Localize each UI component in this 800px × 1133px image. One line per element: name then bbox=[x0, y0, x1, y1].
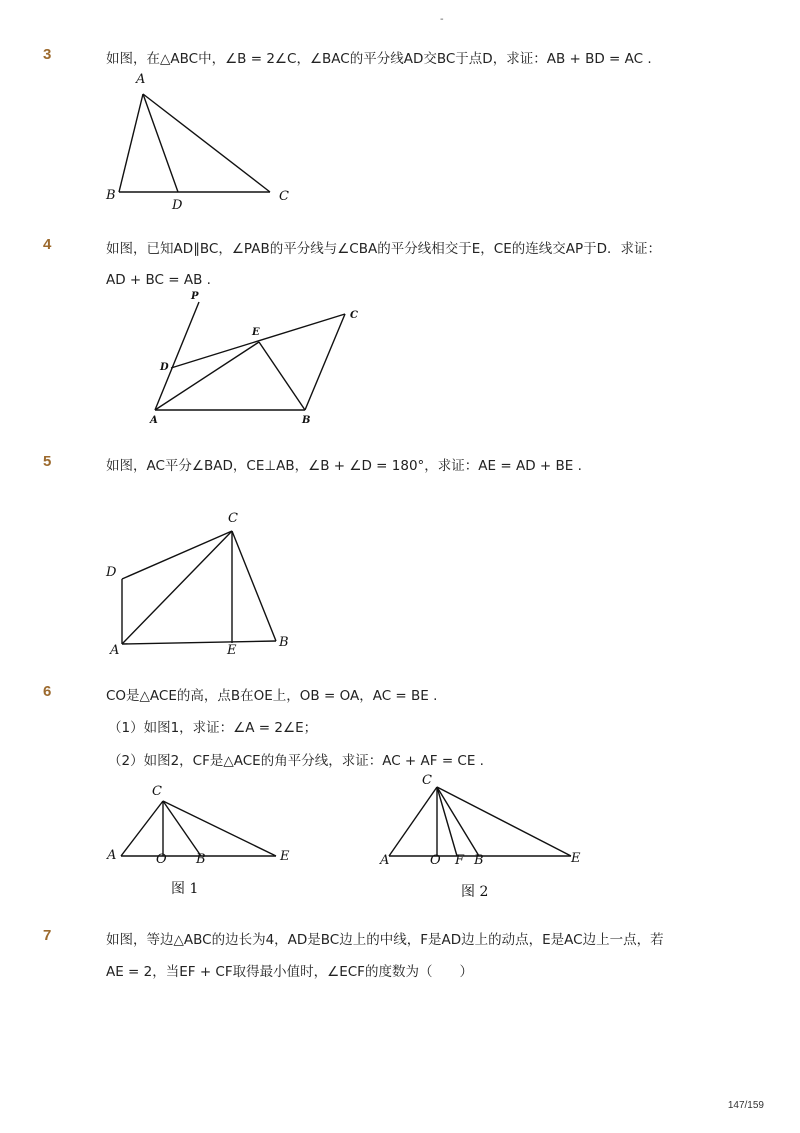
problem-5-text: 如图，AC平分∠BAD，CE⊥AB，∠B + ∠D = 180°，求证：AE = AD + BE . bbox=[106, 458, 582, 474]
label-e: E bbox=[571, 851, 581, 866]
label-d: D bbox=[106, 565, 117, 580]
segment-ad bbox=[143, 94, 178, 192]
problem-3-figure bbox=[0, 70, 320, 213]
label-a: A bbox=[380, 853, 390, 868]
label-e: E bbox=[227, 643, 237, 658]
segment-ac bbox=[143, 94, 270, 192]
segment-be bbox=[259, 342, 305, 410]
segment-cf bbox=[437, 787, 457, 856]
label-o: O bbox=[430, 853, 441, 868]
label-d: D bbox=[172, 198, 183, 213]
figure-1-caption: 图 1 bbox=[171, 881, 199, 897]
segment-dc bbox=[122, 531, 232, 579]
problem-7-number: 7 bbox=[43, 927, 52, 944]
problem-4-text-line-1: 如图，已知AD∥BC，∠PAB的平分线与∠CBA的平分线相交于E，CE的连线交AP于D．求证： bbox=[106, 241, 661, 257]
page-top-mark: - bbox=[440, 14, 444, 25]
ray-ap bbox=[155, 302, 199, 410]
label-b: B bbox=[279, 635, 289, 650]
segment-bc bbox=[305, 314, 345, 410]
problem-6-figure-2 bbox=[0, 770, 620, 910]
label-a: A bbox=[136, 72, 146, 87]
figure-2-caption: 图 2 bbox=[461, 884, 489, 900]
problem-6-text-line-2: （1）如图1，求证：∠A = 2∠E； bbox=[108, 720, 318, 736]
problem-7-text-line-1: 如图，等边△ABC的边长为4，AD是BC边上的中线，F是AD边上的动点，E是AC边上一点，若 bbox=[106, 932, 664, 948]
problem-3-number: 3 bbox=[43, 46, 52, 63]
label-o: O bbox=[156, 852, 167, 867]
label-b: B bbox=[106, 188, 116, 203]
label-c: C bbox=[152, 784, 162, 799]
segment-ae bbox=[155, 342, 259, 410]
label-f: F bbox=[455, 853, 465, 868]
segment-cb bbox=[232, 531, 276, 641]
problem-5-figure bbox=[0, 500, 320, 660]
problem-7-text-line-2: AE = 2，当EF + CF取得最小值时，∠ECF的度数为（ ） bbox=[106, 964, 473, 980]
label-c: C bbox=[422, 773, 432, 788]
segment-ab bbox=[122, 641, 276, 644]
segment-ac bbox=[389, 787, 437, 856]
problem-5-number: 5 bbox=[43, 453, 52, 470]
label-a: A bbox=[150, 415, 158, 426]
label-b: B bbox=[474, 853, 484, 868]
segment-ce bbox=[437, 787, 571, 856]
label-a: A bbox=[110, 643, 120, 658]
label-p: P bbox=[191, 291, 199, 302]
label-d: D bbox=[160, 362, 169, 373]
label-c: C bbox=[279, 189, 289, 204]
label-a: A bbox=[107, 848, 117, 863]
problem-6-text-line-1: CO是△ACE的高，点B在OE上，OB = OA，AC = BE . bbox=[106, 688, 438, 704]
segment-dc bbox=[171, 314, 345, 368]
problem-4-figure bbox=[0, 290, 380, 430]
label-b: B bbox=[302, 415, 311, 426]
label-c: C bbox=[228, 511, 238, 526]
label-c: C bbox=[350, 310, 358, 321]
segment-ab bbox=[119, 94, 143, 192]
segment-ac bbox=[122, 531, 232, 644]
label-e: E bbox=[252, 327, 260, 338]
label-e: E bbox=[280, 849, 290, 864]
problem-4-number: 4 bbox=[43, 236, 52, 253]
problem-6-number: 6 bbox=[43, 683, 52, 700]
problem-4-text-line-2: AD + BC = AB . bbox=[106, 272, 211, 288]
problem-6-text-line-3: （2）如图2，CF是△ACE的角平分线，求证：AC + AF = CE . bbox=[108, 753, 484, 769]
page-number: 147/159 bbox=[727, 1100, 764, 1111]
label-b: B bbox=[196, 852, 206, 867]
problem-3-text: 如图，在△ABC中，∠B = 2∠C，∠BAC的平分线AD交BC于点D，求证：AB + BD = AC . bbox=[106, 51, 652, 67]
